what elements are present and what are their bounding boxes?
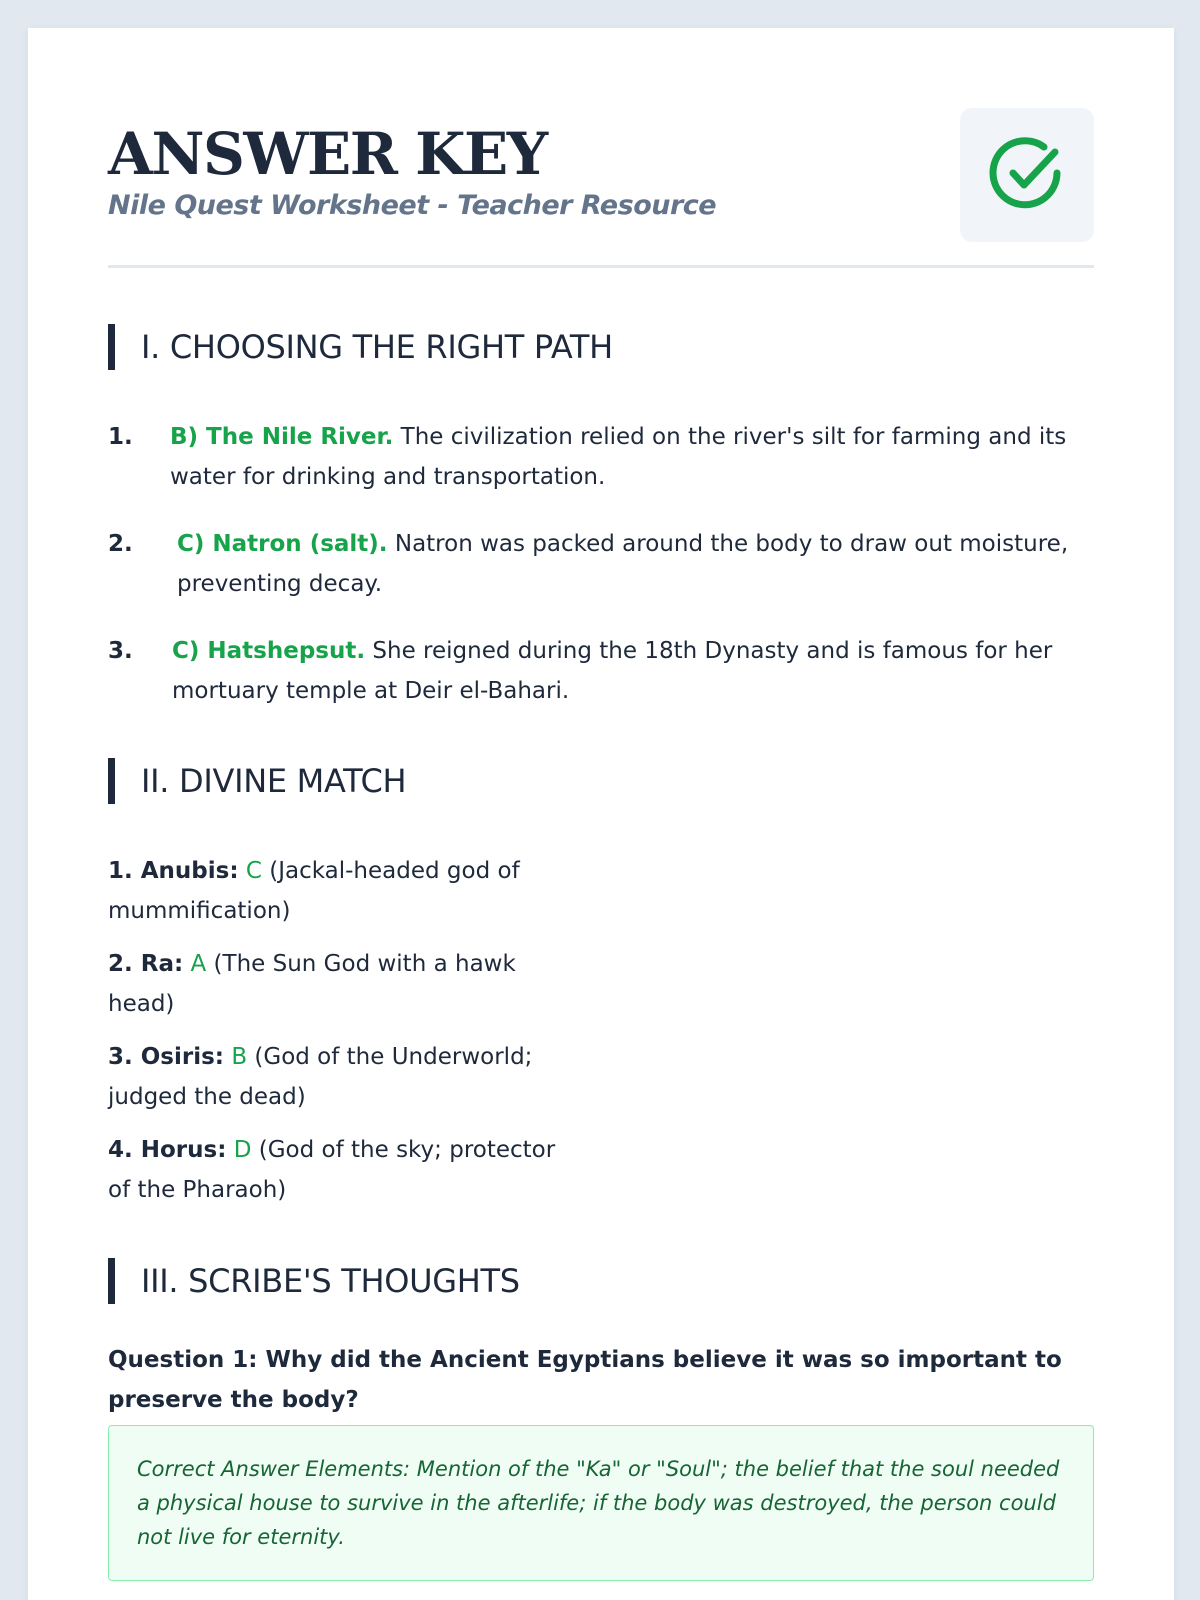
answer-box: Correct Answer Elements: Mention of the "Ka" or "Soul"; the belief that the soul needed a physical house to survive in the afterlife; if the body was destroyed, the person could not live for eternity. (108, 1425, 1094, 1581)
match-letter: D (233, 1137, 252, 1163)
match-item (108, 1037, 568, 1117)
match-description: (God of the Underworld; judged the dead) (108, 1044, 533, 1110)
answer-explanation: The civilization relied on the river's silt for farming and its water for drinking and transportation. (170, 424, 1067, 490)
page-title: ANSWER KEY (108, 120, 547, 188)
item-number: 2. (108, 531, 133, 557)
match-item (108, 944, 568, 1024)
match-label: 2. Ra: (108, 951, 184, 977)
check-badge (960, 108, 1094, 242)
section-heading-choosing-path: I. CHOOSING THE RIGHT PATH (108, 324, 613, 370)
correct-answer: C) Natron (salt). (177, 531, 388, 557)
item-text (172, 631, 1094, 711)
match-letter: A (190, 951, 207, 977)
match-letter: B (231, 1044, 248, 1070)
item-number: 1. (108, 424, 133, 450)
match-item (108, 1130, 578, 1210)
correct-answer: B) The Nile River. (170, 424, 394, 450)
answer-explanation: Natron was packed around the body to draw out moisture, preventing decay. (177, 531, 1069, 597)
match-description: (The Sun God with a hawk head) (108, 951, 516, 1017)
worksheet-page (28, 28, 1174, 1600)
match-description: (Jackal-headed god of mummification) (108, 858, 520, 924)
item-number: 3. (108, 638, 133, 664)
essay-question: Question 1: Why did the Ancient Egyptians believe it was so important to preserve the body? (108, 1347, 1062, 1413)
section-heading-scribes-thoughts: III. SCRIBE'S THOUGHTS (108, 1258, 520, 1304)
item-text (177, 524, 1094, 604)
page-subtitle: Nile Quest Worksheet - Teacher Resource (108, 190, 717, 221)
item-text (170, 417, 1094, 497)
match-label: 4. Horus: (108, 1137, 227, 1163)
match-label: 1. Anubis: (108, 858, 239, 884)
match-letter: C (245, 858, 262, 884)
page-header (108, 28, 1094, 268)
match-description: (God of the sky; protector of the Pharaoh) (108, 1137, 556, 1203)
match-label: 3. Osiris: (108, 1044, 224, 1070)
correct-answer: C) Hatshepsut. (172, 638, 366, 664)
section-heading-divine-match: II. DIVINE MATCH (108, 758, 406, 804)
answer-explanation: She reigned during the 18th Dynasty and is famous for her mortuary temple at Deir el-Bahari. (172, 638, 1053, 704)
match-item (108, 851, 568, 931)
check-circle-icon (987, 135, 1067, 215)
